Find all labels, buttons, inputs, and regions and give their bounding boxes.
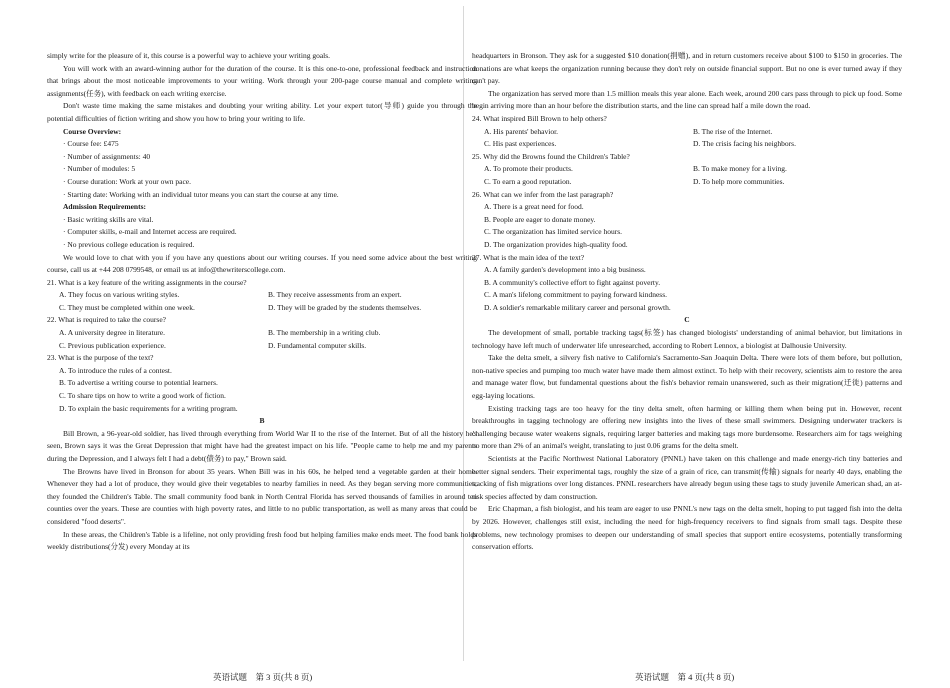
- section-c-heading: C: [684, 315, 690, 325]
- course-overview-title: Course Overview:: [63, 126, 122, 136]
- q24-option-c: C. His past experiences.: [484, 139, 557, 149]
- overview-item: · Number of assignments: 40: [63, 151, 151, 161]
- q21-option-c: C. They must be completed within one week.: [59, 302, 195, 312]
- passage-c-paragraph: Existing tracking tags are too heavy for the tiny delta smelt, often harming or killing them when being put in. However, recent breakthroughs in tagging technology are offering new insights into the lives of these small swimmers. Designing underwater trackers is challenging because water weakens signals, requiring larger batteries and making tags more burdensome. Researchers aim for tags weighing no more than 2% of an animal's weight, translating to just 0.06 grams for the delta smelt.: [472, 403, 902, 451]
- q25-options-row: [472, 176, 902, 189]
- passage-a-continuation: simply write for the pleasure of it, this course is a powerful way to achieve your writing goals.: [47, 51, 331, 60]
- q23-option-b: B. To advertise a writing course to potential learners.: [59, 378, 218, 388]
- q25-option-a: A. To promote their products.: [484, 164, 573, 174]
- overview-item: · Course duration: Work at your own pace.: [63, 176, 191, 186]
- q27-option-d: D. A soldier's remarkable military career and personal growth.: [484, 302, 671, 312]
- passage-c-paragraph: The development of small, portable tracking tags(标签) has changed biologists' understanding of animal behavior, but limitations in technology have left much of underwater life unresearched, according to Robert Lennox, a biologist at Dalhousie University.: [472, 328, 902, 350]
- q26-option-c: C. The organization has limited service hours.: [484, 227, 623, 237]
- q24-option-b: B. The rise of the Internet.: [693, 126, 773, 136]
- q26-option-d: D. The organization provides high-quality food.: [484, 239, 628, 249]
- overview-item: · Number of modules: 5: [63, 164, 136, 174]
- q22-option-b: B. The membership in a writing club.: [268, 328, 381, 338]
- q22-options-row: [47, 327, 477, 340]
- question-23: 23. What is the purpose of the text?: [47, 353, 154, 363]
- passage-c-paragraph: Scientists at the Pacific Northwest National Laboratory (PNNL) have taken on this challenge and made energy-rich tiny batteries and better signal senders. Their experimental tags, roughly the size of a grain of rice, can transmit(传输) signals for nearly 40 days, enabling the tracking of fish migrations over long distances. PNNL researchers have already begun using these tags to study juvenile American shad, an at-risk species affected by dam construction.: [472, 454, 902, 501]
- q22-option-a: A. A university degree in literature.: [59, 328, 166, 338]
- left-column: [47, 50, 477, 554]
- q22-option-c: C. Previous publication experience.: [59, 340, 166, 350]
- q21-options-row: [47, 302, 477, 315]
- right-column: [472, 50, 902, 554]
- q23-option-a: A. To introduce the rules of a contest.: [59, 365, 172, 375]
- q27-option-b: B. A community's collective effort to fight against poverty.: [484, 277, 661, 287]
- q22-option-d: D. Fundamental computer skills.: [268, 340, 367, 350]
- q21-option-b: B. They receive assessments from an expert.: [268, 290, 402, 300]
- q23-option-c: C. To share tips on how to write a good work of fiction.: [59, 391, 226, 401]
- q24-options-row: [472, 126, 902, 139]
- passage-b-continuation: headquarters in Bronson. They ask for a suggested $10 donation(捐赠), and in return customers receive about $100 to $150 in groceries. The donations are what keeps the organization running because they don't rely on outside financial support. But no one is ever turned away if they can't pay.: [472, 51, 902, 86]
- q22-options-row: [47, 340, 477, 353]
- q26-option-b: B. People are eager to donate money.: [484, 214, 596, 224]
- q25-option-b: B. To make money for a living.: [693, 164, 787, 174]
- question-27: 27. What is the main idea of the text?: [472, 252, 585, 262]
- requirement-item: · No previous college education is required.: [63, 239, 195, 249]
- question-24: 24. What inspired Bill Brown to help others?: [472, 113, 607, 123]
- section-b-heading: B: [259, 416, 265, 426]
- passage-c-paragraph: Eric Chapman, a fish biologist, and his team are eager to use PNNL's new tags on the delta smelt, hoping to put tagged fish into the delta by 2026. However, challenges still exist, including the need for high-frequency receivers to find signals from small tags. Despite these problems, new technology promises to deepen our understanding of small species that support entire ecosystems, potentially transforming conservation efforts.: [472, 504, 902, 552]
- q24-options-row: [472, 138, 902, 151]
- overview-item: · Starting date: Working with an individual tutor means you can start the course at any time.: [63, 189, 339, 199]
- q25-option-c: C. To earn a good reputation.: [484, 176, 572, 186]
- q26-option-a: A. There is a great need for food.: [484, 202, 584, 212]
- q24-option-d: D. The crisis facing his neighbors.: [693, 139, 796, 149]
- question-22: 22. What is required to take the course?: [47, 315, 166, 325]
- page-footer-right: 英语试题 第 4 页(共 8 页): [635, 672, 735, 682]
- passage-b-paragraph: In these areas, the Children's Table is a lifeline, not only providing fresh food but helping families make ends meet. The food bank holds weekly distributions(分发) every Monday at its: [47, 529, 477, 552]
- q21-option-a: A. They focus on various writing styles.: [59, 290, 180, 300]
- passage-c-paragraph: Take the delta smelt, a silvery fish native to California's Sacramento-San Joaquin Delta. There were lots of them before, but pollution, non-native species and pumping too much water have made them almost extinct. To help with their recovery, scientists aim to restore the area and manage water flow, but fundamental questions about the fish's behavior remain unanswered, such as their migration(迁徙) patterns and egg-laying locations.: [472, 353, 902, 401]
- overview-item: · Course fee: £475: [63, 139, 119, 149]
- passage-a-paragraph: You will work with an award-winning author for the duration of the course. It is this one-to-one, professional feedback and instruction that brings about the most noticeable improvements to your writing. Work through your 200-page course manual and complete writing assignments(任务), with feedback on each writing exercise.: [47, 63, 477, 98]
- requirement-item: · Computer skills, e-mail and Internet access are required.: [63, 227, 237, 237]
- q25-options-row: [472, 163, 902, 176]
- passage-a-paragraph: Don't waste time making the same mistakes and doubting your writing ability. Let your expert tutor(导师) guide you through the potential difficulties of fiction writing and show you how to bring your writing to life.: [47, 101, 477, 123]
- question-26: 26. What can we infer from the last paragraph?: [472, 189, 614, 199]
- q27-option-c: C. A man's lifelong commitment to paying forward kindness.: [484, 290, 667, 300]
- page-footer-left: 英语试题 第 3 页(共 8 页): [213, 672, 313, 682]
- passage-b-paragraph: The organization has served more than 1.5 million meals this year alone. Each week, around 200 cars pass through to pick up food. Some begin arriving more than an hour before the distribution starts, and the line can spread half a mile down the road.: [472, 88, 902, 111]
- q21-option-d: D. They will be graded by the students themselves.: [268, 302, 422, 312]
- question-25: 25. Why did the Browns found the Children's Table?: [472, 151, 630, 161]
- question-21: 21. What is a key feature of the writing assignments in the course?: [47, 277, 247, 287]
- passage-b-paragraph: Bill Brown, a 96-year-old soldier, has lived through everything from World War II to the rise of the Internet. But of all the history he's seen, Brown says it was the Great Depression that might have had the greatest impact on his life. "People came to help me and my parents during the Depression, and I always felt I had a debt(债务) to pay," Brown said.: [47, 428, 477, 463]
- passage-b-paragraph: The Browns have lived in Bronson for about 35 years. When Bill was in his 60s, he helped tend a vegetable garden at their home. Whenever they had a lot of produce, they would give their vegetables to nearby families in need. As they began serving more communities, they founded the Children's Table. The small community food bank in North Central Florida has served thousands of families in around ten counties over the years. These are counties with high poverty rates, and little to no public transportation, as well as many areas that could be considered "food deserts".: [47, 466, 477, 526]
- q23-option-d: D. To explain the basic requirements for a writing program.: [59, 403, 238, 413]
- requirement-item: · Basic writing skills are vital.: [63, 214, 154, 224]
- q21-options-row: [47, 289, 477, 302]
- q24-option-a: A. His parents' behavior.: [484, 126, 559, 136]
- q25-option-d: D. To help more communities.: [693, 176, 785, 186]
- q27-option-a: A. A family garden's development into a big business.: [484, 265, 646, 275]
- contact-paragraph: We would love to chat with you if you have any questions about our writing courses. If you need some advice about the best writing course, call us at +44 208 0799548, or email us at info@thewriterscollege.com.: [47, 252, 477, 275]
- admission-requirements-title: Admission Requirements:: [63, 202, 146, 212]
